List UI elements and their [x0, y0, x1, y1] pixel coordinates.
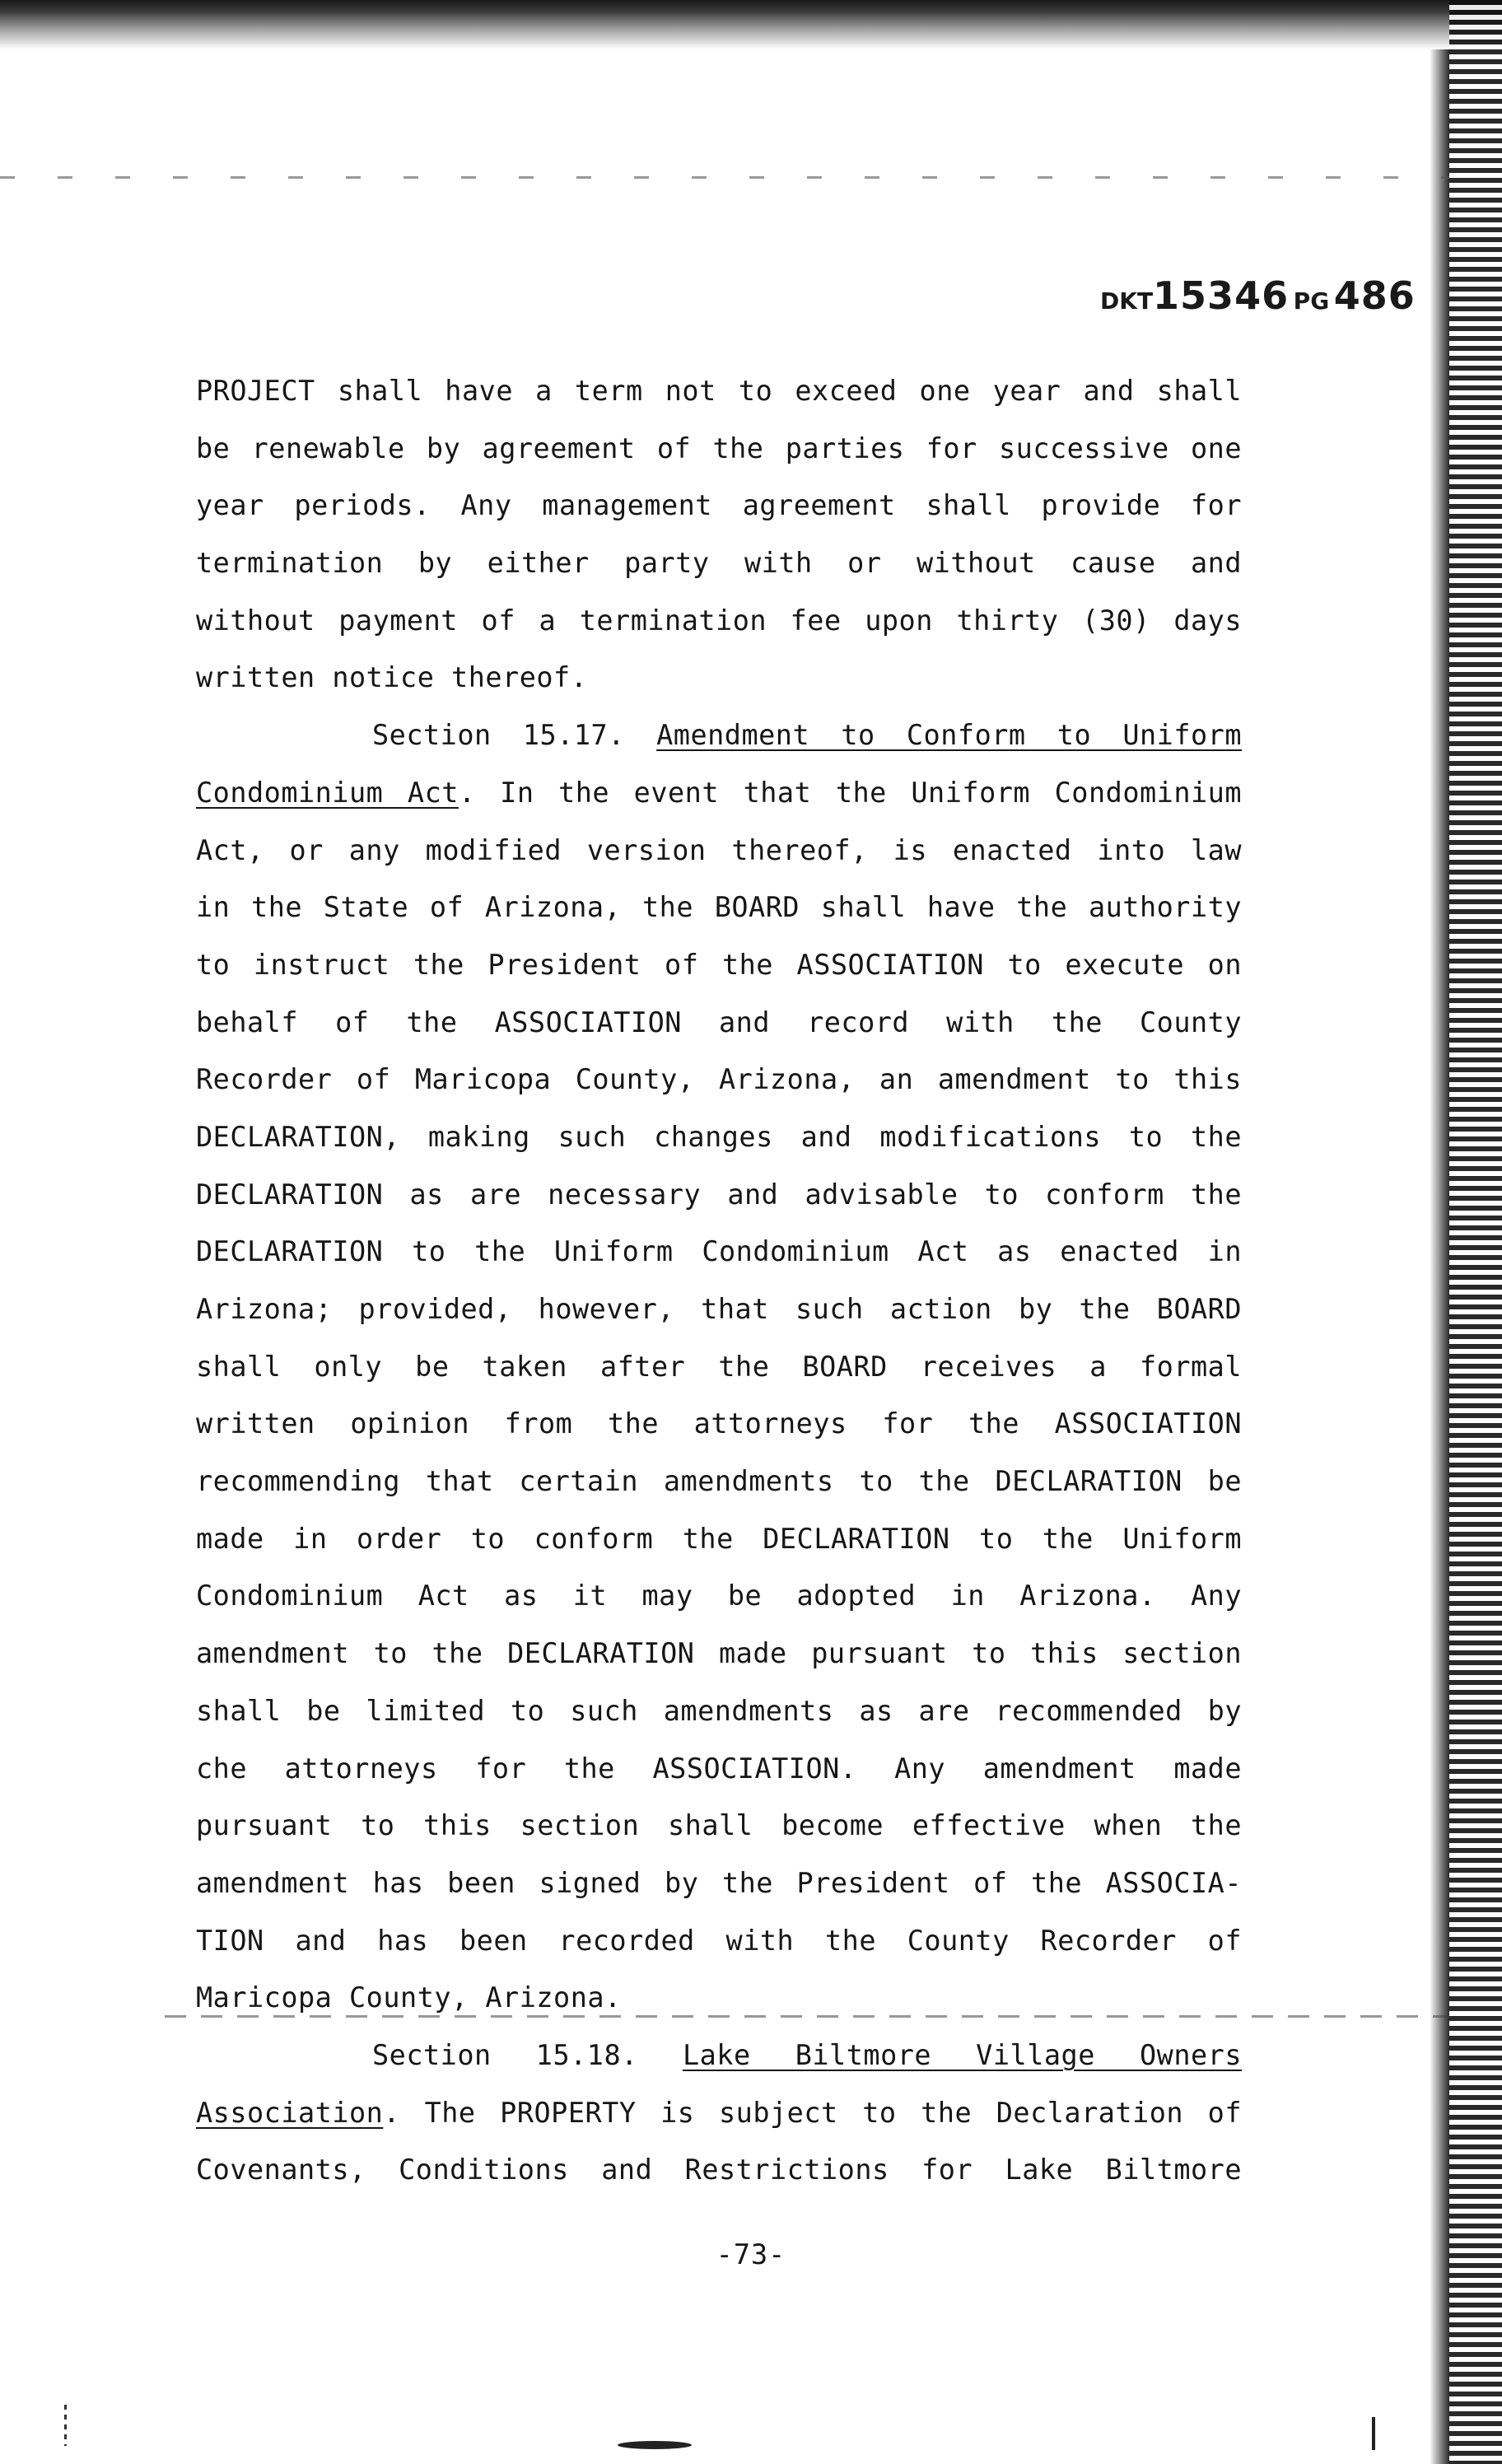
- docket-stamp: [1100, 273, 1416, 320]
- document-body: [196, 362, 1242, 2199]
- text-line: written notice thereof.: [196, 661, 588, 694]
- text-fragment: . The PROPERTY is subject to the Declaration of: [383, 2096, 1242, 2129]
- text-line: be renewable by agreement of the parties for successive one: [196, 432, 1242, 464]
- text-line: [196, 2084, 1242, 2142]
- text-line: amendment to the DECLARATION made pursuant to this section: [196, 1637, 1242, 1670]
- scan-edge-right: [1449, 0, 1502, 2464]
- text-line: DECLARATION, making such changes and modifications to the: [196, 1120, 1242, 1153]
- text-line: without payment of a termination fee upon thirty (30) days: [196, 604, 1242, 637]
- text-line: behalf of the ASSOCIATION and record with the County: [196, 1006, 1242, 1038]
- text-line: pursuant to this section shall become effective when the: [196, 1809, 1242, 1842]
- page-ref: 486: [1333, 273, 1416, 318]
- text-line: shall be limited to such amendments as are recommended by: [196, 1694, 1242, 1727]
- scan-smudge: [618, 2441, 692, 2449]
- section-15-18-heading: [196, 2027, 1242, 2084]
- section-title: Amendment to Conform to Uniform: [656, 719, 1243, 752]
- text-line: DECLARATION as are necessary and advisable to conform the: [196, 1178, 1242, 1211]
- text-line: amendment has been signed by the President of the ASSOCIA-: [196, 1866, 1242, 1899]
- section-label: Section 15.18.: [372, 2038, 638, 2071]
- text-line: shall only be taken after the BOARD receives a formal: [196, 1350, 1242, 1383]
- scan-edge-top: [0, 0, 1502, 49]
- scan-speck-line: [0, 176, 1449, 179]
- text-line: Arizona; provided, however, that such action by the BOARD: [196, 1293, 1242, 1325]
- text-line: Recorder of Maricopa County, Arizona, an amendment to this: [196, 1063, 1242, 1096]
- page-number: -73-: [716, 2238, 786, 2270]
- text-line: Covenants, Conditions and Restrictions for Lake Biltmore: [196, 2154, 1242, 2186]
- page-label: PG: [1293, 287, 1330, 315]
- text-line: [196, 764, 1242, 822]
- text-line: PROJECT shall have a term not to exceed one year and shall: [196, 375, 1242, 407]
- text-line: DECLARATION to the Uniform Condominium Act as enacted in: [196, 1235, 1242, 1268]
- text-line: che attorneys for the ASSOCIATION. Any amendment made: [196, 1752, 1242, 1785]
- section-label: Section 15.17.: [372, 719, 625, 752]
- text-line: to instruct the President of the ASSOCIATION to execute on: [196, 948, 1242, 981]
- section-title: Condominium Act: [196, 776, 459, 809]
- text-line: Act, or any modified version thereof, is enacted into law: [196, 833, 1242, 866]
- text-line: Condominium Act as it may be adopted in Arizona. Any: [196, 1580, 1242, 1612]
- section-title: Association: [196, 2096, 384, 2129]
- scan-mark-right: [1372, 2417, 1375, 2450]
- text-fragment: . In the event that the Uniform Condominium: [458, 776, 1242, 809]
- text-line: TION and has been recorded with the County Recorder of: [196, 1924, 1242, 1957]
- text-line: recommending that certain amendments to the DECLARATION be: [196, 1465, 1242, 1498]
- docket-label: DKT: [1100, 287, 1154, 315]
- scan-edge-right-shadow: [1430, 49, 1449, 2464]
- text-line: Maricopa County, Arizona.: [196, 1981, 622, 2014]
- scan-mark-left: [64, 2405, 67, 2446]
- text-line: year periods. Any management agreement shall provide for: [196, 489, 1242, 522]
- text-line: termination by either party with or without cause and: [196, 547, 1242, 580]
- docket-number: 15346: [1153, 273, 1290, 318]
- text-line: written opinion from the attorneys for the ASSOCIATION: [196, 1407, 1242, 1440]
- section-title: Lake Biltmore Village Owners: [682, 2038, 1242, 2071]
- text-line: in the State of Arizona, the BOARD shall have the authority: [196, 891, 1242, 924]
- text-line: made in order to conform the DECLARATION to the Uniform: [196, 1522, 1242, 1555]
- section-15-17-heading: [196, 707, 1242, 764]
